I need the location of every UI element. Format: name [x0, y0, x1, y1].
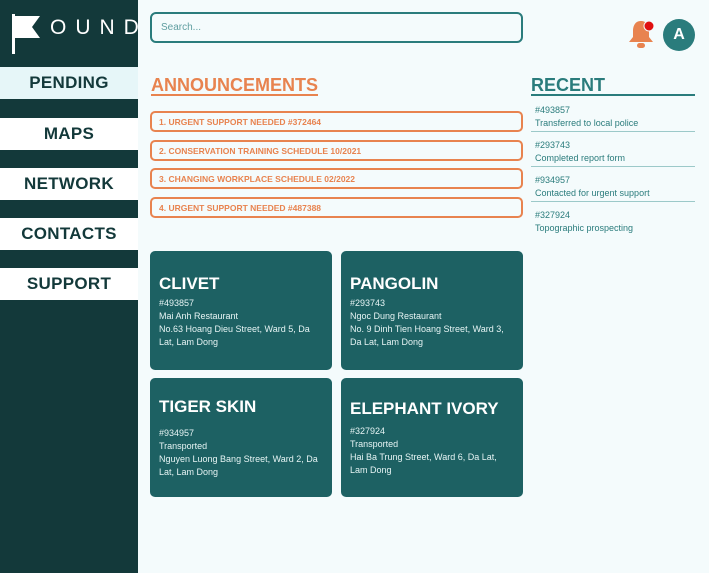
card-title: PANGOLIN — [350, 274, 439, 293]
case-card[interactable] — [150, 251, 332, 370]
sidebar — [0, 0, 148, 573]
card-status: Ngoc Dung Restaurant — [350, 311, 442, 321]
recent-item[interactable] — [531, 136, 695, 167]
announcement-item[interactable]: 3. CHANGING WORKPLACE SCHEDULE 02/2022 — [150, 168, 523, 189]
recent-id: #934957 — [535, 175, 571, 185]
case-card[interactable] — [341, 251, 523, 370]
recent-text: Contacted for urgent support — [535, 188, 650, 198]
card-id: #493857 — [159, 298, 195, 308]
nav-pending[interactable]: PENDING — [0, 67, 138, 99]
nav-contacts[interactable]: CONTACTS — [0, 218, 138, 250]
recent-item[interactable] — [531, 101, 695, 132]
recent-item[interactable] — [531, 206, 695, 237]
announcements-title: ANNOUNCEMENTS — [151, 75, 319, 95]
card-status: Transported — [159, 441, 208, 451]
card-title: TIGER SKIN — [159, 397, 257, 416]
nav-network[interactable]: NETWORK — [0, 168, 138, 200]
card-address: Hai Ba Trung Street, Ward 6, Da Lat, Lam Dong — [350, 452, 497, 475]
announcement-item[interactable]: 4. URGENT SUPPORT NEEDED #487388 — [150, 197, 523, 218]
card-status: Mai Anh Restaurant — [159, 311, 239, 321]
logo — [12, 14, 148, 54]
announcement-item[interactable]: 1. URGENT SUPPORT NEEDED #372464 — [150, 111, 523, 132]
nav-support[interactable]: SUPPORT — [0, 268, 138, 300]
logo-text: OUND — [50, 16, 148, 39]
card-address: No. 9 Dinh Tien Hoang Street, Ward 3, Da Lat, Lam Dong — [350, 324, 504, 347]
flag-icon — [12, 14, 42, 54]
recent-title: RECENT — [531, 76, 695, 96]
case-card[interactable] — [341, 378, 523, 497]
recent-id: #293743 — [535, 140, 571, 150]
recent-text: Completed report form — [535, 153, 626, 163]
recent-id: #327924 — [535, 210, 571, 220]
card-address: No.63 Hoang Dieu Street, Ward 5, Da Lat, Lam Dong — [159, 324, 310, 347]
recent-text: Transferred to local police — [535, 118, 639, 128]
card-title: CLIVET — [159, 274, 220, 293]
card-status: Transported — [350, 439, 399, 449]
recent-text: Topographic prospecting — [535, 223, 634, 233]
announcement-item[interactable]: 2. CONSERVATION TRAINING SCHEDULE 10/2021 — [150, 140, 523, 161]
search-input[interactable] — [150, 12, 523, 43]
notification-bell-icon[interactable] — [626, 18, 658, 55]
card-id: #327924 — [350, 426, 386, 436]
card-address: Nguyen Luong Bang Street, Ward 2, Da Lat, Lam Dong — [159, 454, 318, 477]
recent-id: #493857 — [535, 105, 571, 115]
card-title: ELEPHANT IVORY — [350, 399, 499, 418]
nav-maps[interactable]: MAPS — [0, 118, 138, 150]
case-card[interactable] — [150, 378, 332, 497]
avatar[interactable]: A — [663, 19, 695, 51]
card-id: #293743 — [350, 298, 386, 308]
card-id: #934957 — [159, 428, 195, 438]
recent-item[interactable] — [531, 171, 695, 202]
